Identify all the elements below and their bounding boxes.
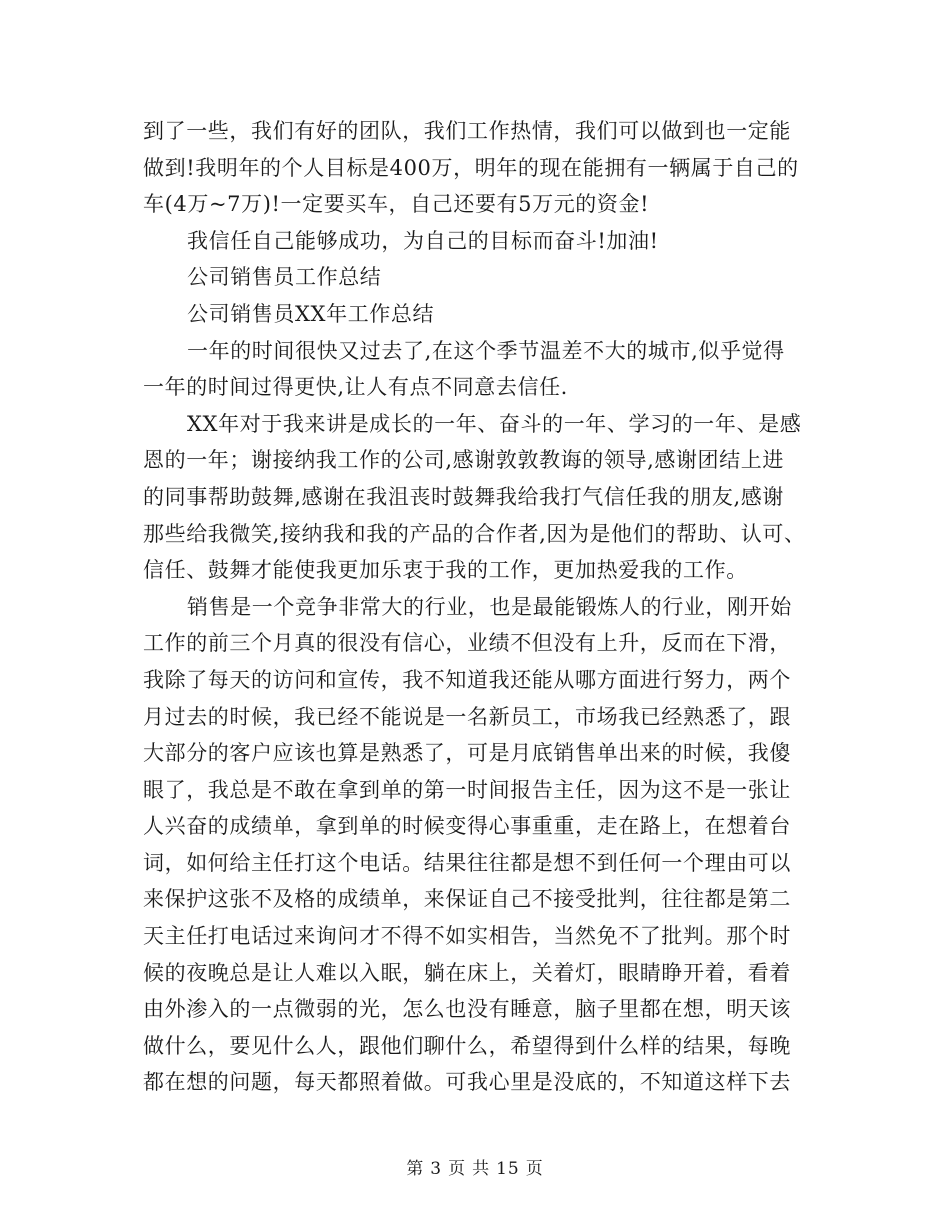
text-line: 都在想的问题，每天都照着做。可我心里是没底的，不知道这样下去: [143, 1070, 791, 1095]
text-line: 月过去的时候，我已经不能说是一名新员工，市场我已经熟悉了，跟: [143, 704, 791, 729]
text-line: 天主任打电话过来询问才不得不如实相告，当然免不了批判。那个时: [143, 924, 791, 949]
text-line: 恩的一年；谢接纳我工作的公司,感谢敦敦教诲的领导,感谢团结上进: [143, 448, 784, 473]
text-line: 做到!我明年的个人目标是400万，明年的现在能拥有一辆属于自己的: [143, 155, 799, 180]
text-line: 我信任自己能够成功，为自己的目标而奋斗!加油!: [187, 228, 659, 253]
text-line: XX年对于我来讲是成长的一年、奋斗的一年、学习的一年、是感: [187, 411, 802, 436]
text-line: 公司销售员XX年工作总结: [187, 301, 435, 326]
page-footer: [0, 1154, 950, 1179]
text-line: 一年的时间很快又过去了,在这个季节温差不大的城市,似乎觉得: [187, 338, 785, 363]
text-line: 词，如何给主任打这个电话。结果往往都是想不到任何一个理由可以: [143, 850, 791, 875]
text-line: 信任、鼓舞才能使我更加乐衷于我的工作，更加热爱我的工作。: [143, 558, 748, 583]
text-line: 销售是一个竞争非常大的行业，也是最能锻炼人的行业，刚开始: [187, 594, 792, 619]
text-line: 由外渗入的一点微弱的光，怎么也没有睡意，脑子里都在想，明天该: [143, 997, 791, 1022]
text-line: 候的夜晚总是让人难以入眠，躺在床上，关着灯，眼睛睁开着，看着: [143, 960, 791, 985]
text-line: 人兴奋的成绩单，拿到单的时候变得心事重重，走在路上，在想着台: [143, 814, 791, 839]
text-line: 眼了，我总是不敢在拿到单的第一时间报告主任，因为这不是一张让: [143, 777, 791, 802]
text-line: 来保护这张不及格的成绩单，来保证自己不接受批判，往往都是第二: [143, 887, 791, 912]
text-line: 大部分的客户应该也算是熟悉了，可是月底销售单出来的时候，我傻: [143, 741, 791, 766]
total-unit: 页: [525, 1159, 544, 1179]
text-line: 公司销售员工作总结: [187, 265, 382, 290]
text-line: 我除了每天的访问和宣传，我不知道我还能从哪方面进行努力，两个: [143, 667, 791, 692]
page-label: 第: [406, 1159, 425, 1179]
text-line: 工作的前三个月真的很没有信心，业绩不但没有上升，反而在下滑，: [143, 631, 791, 656]
total-label: 共: [472, 1159, 491, 1179]
text-line: 到了一些，我们有好的团队，我们工作热情，我们可以做到也一定能: [143, 119, 791, 143]
text-line: 一年的时间过得更快,让人有点不同意去信任.: [143, 375, 568, 400]
total-pages: 15: [496, 1159, 520, 1179]
text-line: 车(4万~7万)!一定要买车，自己还要有5万元的资金!: [143, 192, 650, 217]
document-body: [143, 113, 808, 1101]
page-number: 3: [430, 1159, 443, 1179]
text-line: 的同事帮助鼓舞,感谢在我沮丧时鼓舞我给我打气信任我的朋友,感谢: [143, 484, 784, 509]
page-unit: 页: [448, 1159, 467, 1179]
text-line: 做什么，要见什么人，跟他们聊什么，希望得到什么样的结果，每晚: [143, 1033, 791, 1058]
text-line: 那些给我微笑,接纳我和我的产品的合作者,因为是他们的帮助、认可、: [143, 521, 806, 546]
